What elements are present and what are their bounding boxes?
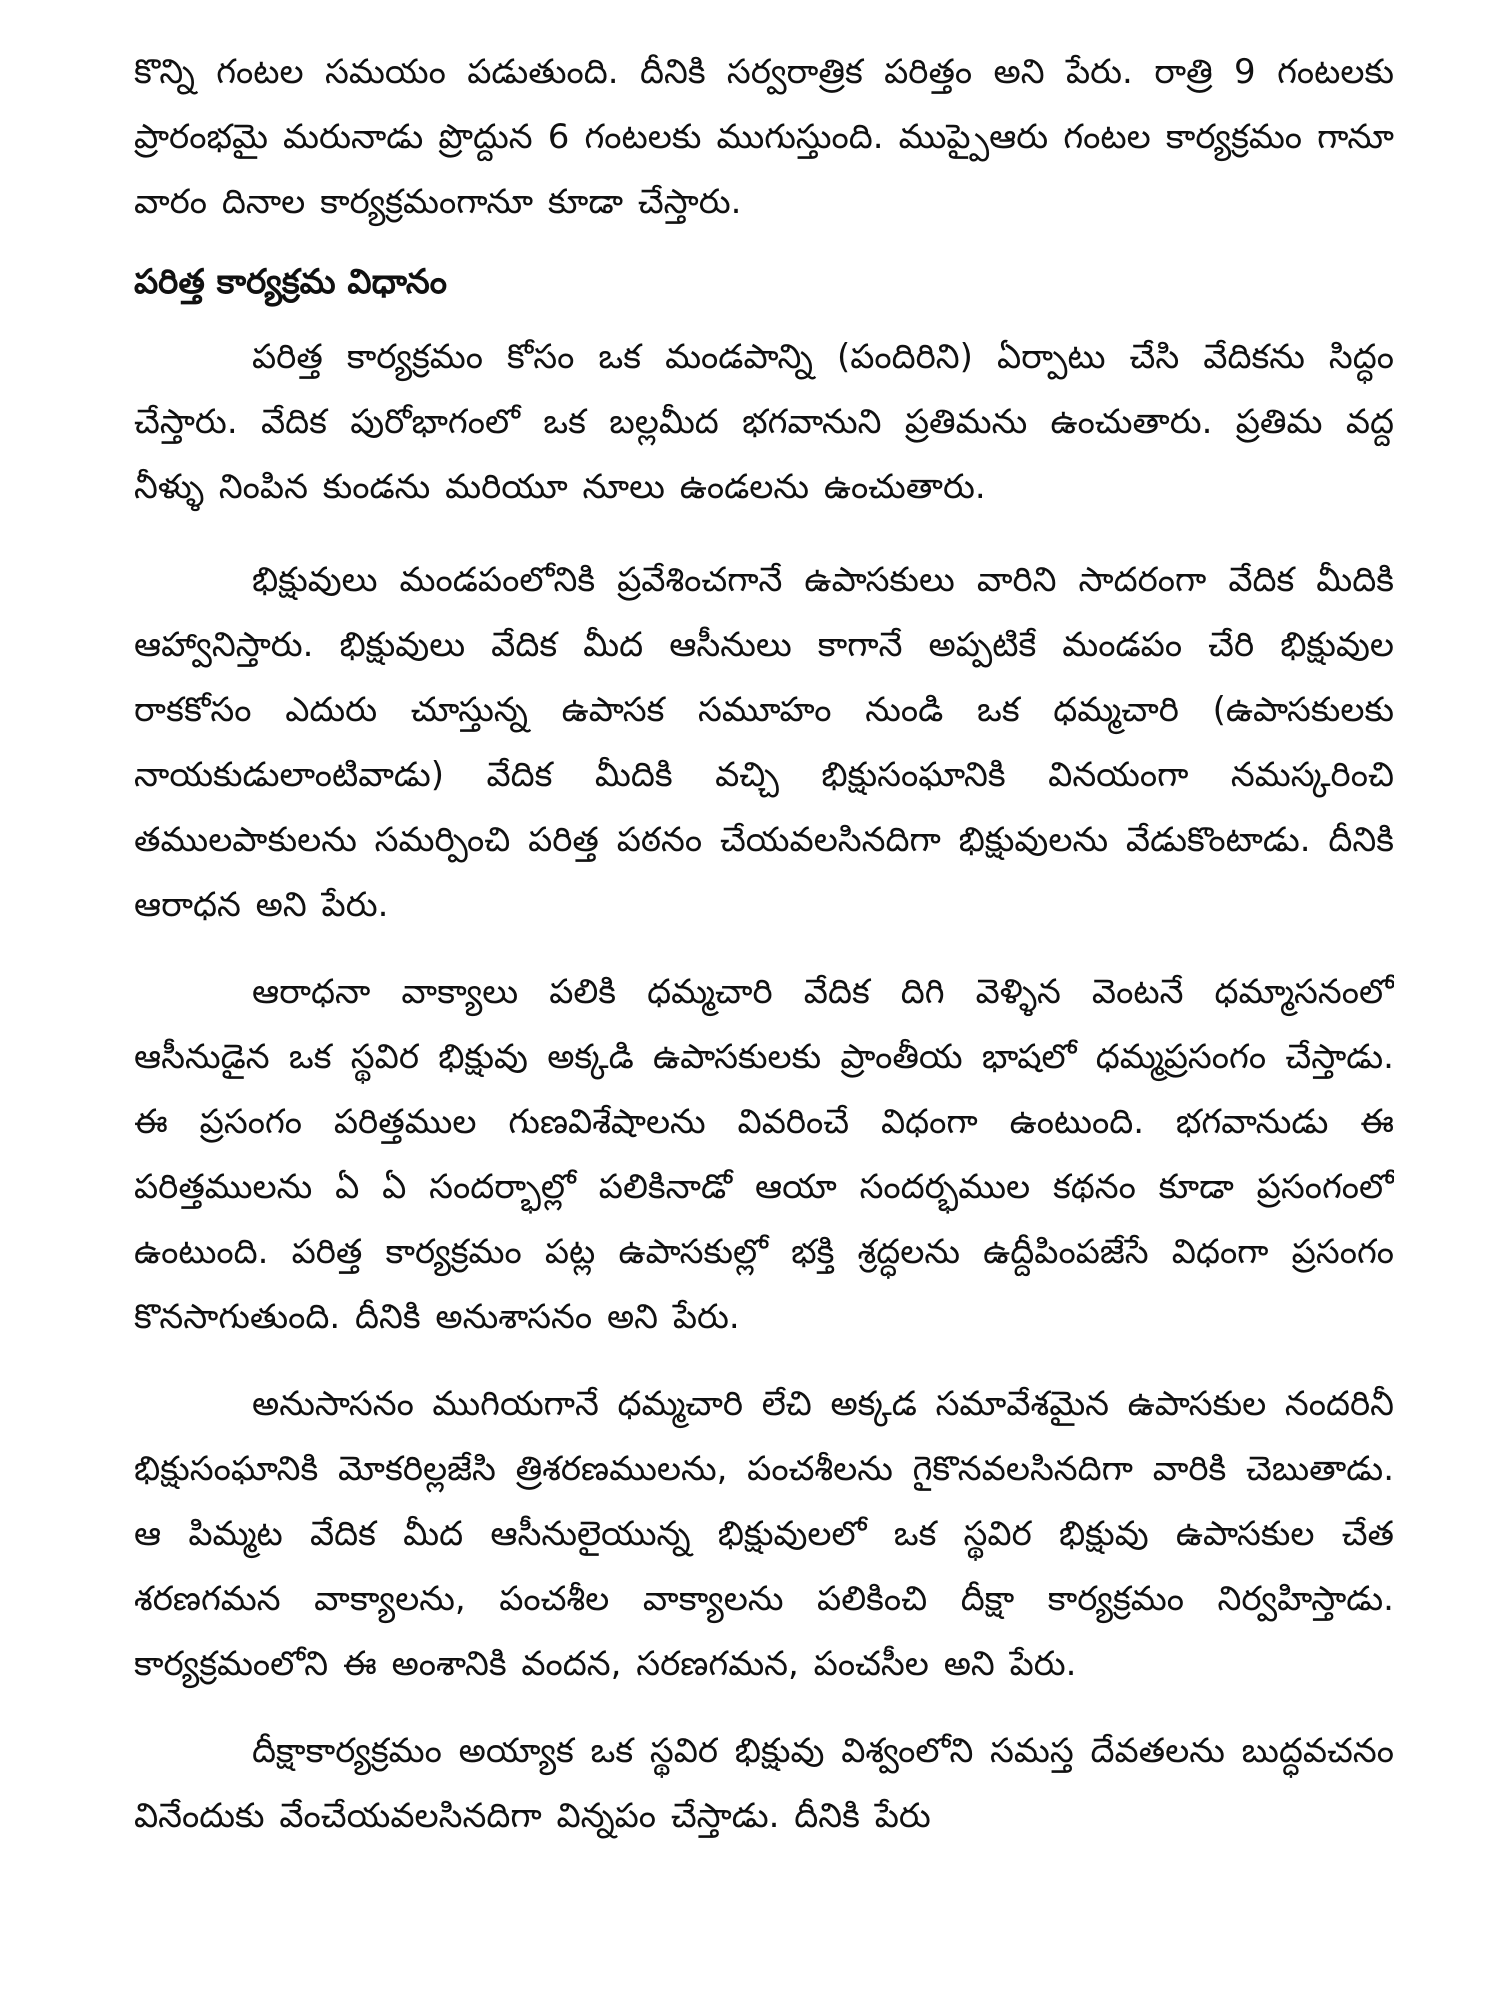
paragraph-vandana: అనుసాసనం ముగియగానే ధమ్మచారి లేచి అక్కడ సమావేశమైన ఉపాసకుల నందరినీ భిక్షుసంఘానికి మోకరిల్లజేసి త్రిశరణములను, పంచశీలను గైకొనవలసినదిగా వారికి చెబుతాడు. ఆ పిమ్మట వేదిక మీద ఆసీనులైయున్న భిక్షువులలో ఒక స్థవిర భిక్షువు ఉపాసకుల చేత శరణగమన వాక్యాలను, పంచశీల వాక్యాలను పలికించి దీక్షా కార్యక్రమం నిర్వహిస్తాడు. కార్యక్రమంలోని ఈ అంశానికి వందన, సరణగమన, పంచసీల అని పేరు. bbox=[134, 1384, 1394, 1684]
paragraph-aradhana: భిక్షువులు మండపంలోనికి ప్రవేశించగానే ఉపాసకులు వారిని సాదరంగా వేదిక మీదికి ఆహ్వానిస్తారు. భిక్షువులు వేదిక మీద ఆసీనులు కాగానే అప్పటికే మండపం చేరి భిక్షువుల రాకకోసం ఎదురు చూస్తున్న ఉపాసక సమూహం నుండి ఒక ధమ్మచారి (ఉపాసకులకు నాయకుడులాంటివాడు) వేదిక మీదికి వచ్చి భిక్షుసంఘానికి వినయంగా నమస్కరించి తములపాకులను సమర్పించి పరిత్త పఠనం చేయవలసినదిగా భిక్షువులను వేడుకొంటాడు. దీనికి ఆరాధన అని పేరు. bbox=[134, 560, 1394, 925]
paragraph-anusasanam: ఆరాధనా వాక్యాలు పలికి ధమ్మచారి వేదిక దిగి వెళ్ళిన వెంటనే ధమ్మాసనంలో ఆసీనుడైన ఒక స్థవిర భిక్షువు అక్కడి ఉపాసకులకు ప్రాంతీయ భాషలో ధమ్మప్రసంగం చేస్తాడు. ఈ ప్రసంగం పరిత్తముల గుణవిశేషాలను వివరించే విధంగా ఉంటుంది. భగవానుడు ఈ పరిత్తములను ఏ ఏ సందర్భాల్లో పలికినాడో ఆయా సందర్భముల కథనం కూడా ప్రసంగంలో ఉంటుంది. పరిత్త కార్యక్రమం పట్ల ఉపాసకుల్లో భక్తి శ్రద్ధలను ఉద్దీపింపజేసే విధంగా ప్రసంగం కొనసాగుతుంది. దీనికి అనుశాసనం అని పేరు. bbox=[134, 972, 1394, 1337]
section-heading: పరిత్త కార్యక్రమ విధానం bbox=[134, 262, 447, 302]
paragraph-diksha: దీక్షాకార్యక్రమం అయ్యాక ఒక స్థవిర భిక్షువు విశ్వంలోని సమస్త దేవతలను బుద్ధవచనం వినేందుకు వేంచేయవలసినదిగా విన్నపం చేస్తాడు. దీనికి పేరు bbox=[134, 1731, 1394, 1836]
document-page bbox=[134, 40, 1394, 1975]
paragraph-intro: కొన్ని గంటల సమయం పడుతుంది. దీనికి సర్వరాత్రిక పరిత్తం అని పేరు. రాత్రి 9 గంటలకు ప్రారంభమై మరునాడు ప్రొద్దున 6 గంటలకు ముగుస్తుంది. ముప్పైఆరు గంటల కార్యక్రమం గానూ వారం దినాల కార్యక్రమంగానూ కూడా చేస్తారు. bbox=[134, 52, 1394, 222]
paragraph-mandapam: పరిత్త కార్యక్రమం కోసం ఒక మండపాన్ని (పందిరిని) ఏర్పాటు చేసి వేదికను సిద్ధం చేస్తారు. వేదిక పురోభాగంలో ఒక బల్లమీద భగవానుని ప్రతిమను ఉంచుతారు. ప్రతిమ వద్ద నీళ్ళు నింపిన కుండను మరియూ నూలు ఉండలను ఉంచుతారు. bbox=[134, 337, 1394, 507]
